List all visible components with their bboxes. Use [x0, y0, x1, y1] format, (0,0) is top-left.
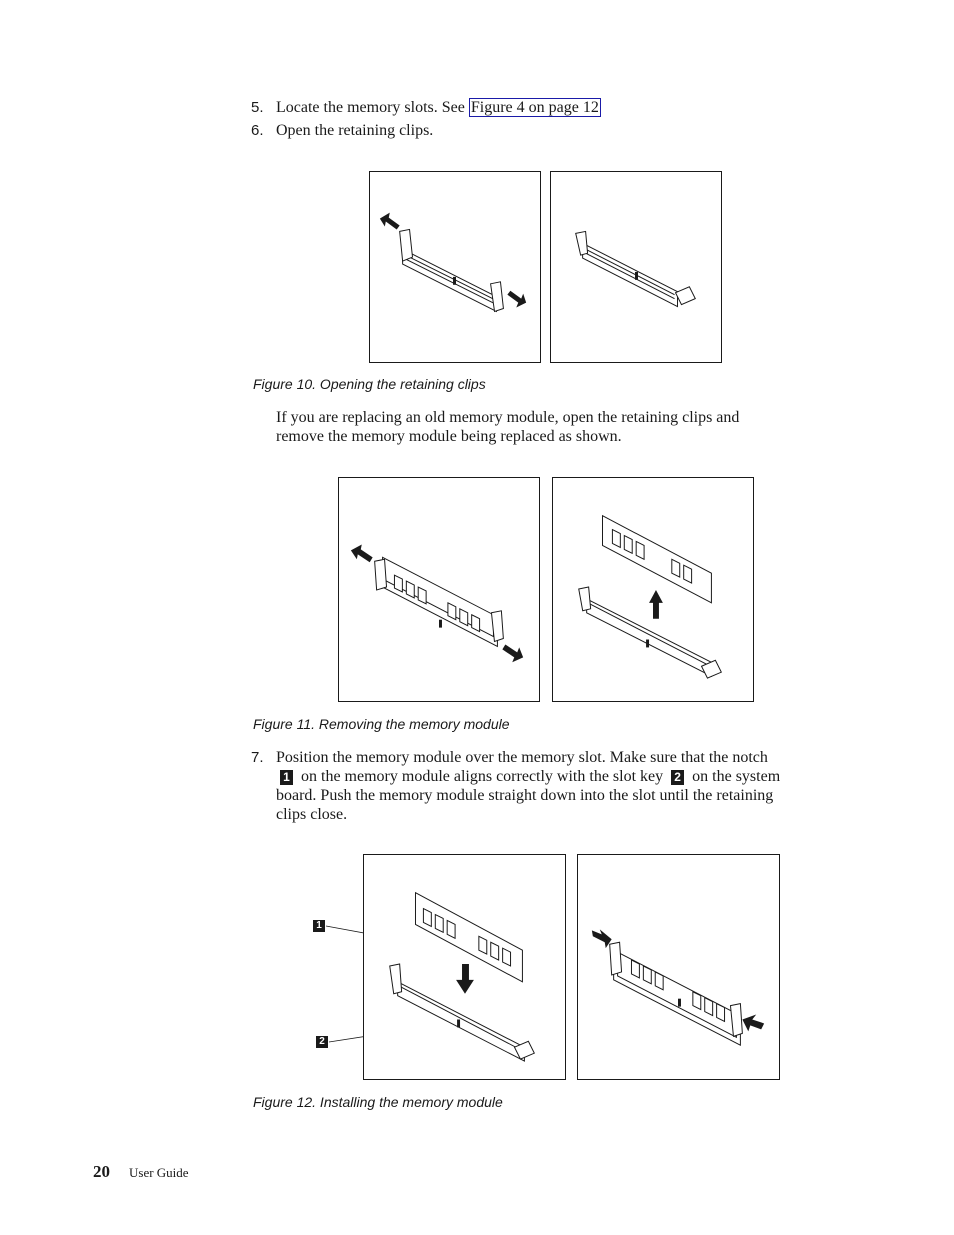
step-7-line-2	[276, 767, 856, 786]
figure-10-panel-clips-opened	[550, 171, 722, 363]
step-5	[251, 98, 601, 117]
release-module-illustration	[339, 478, 539, 701]
callout-2-slot-key: 2	[316, 1036, 328, 1048]
insert-module-illustration	[578, 855, 779, 1079]
paragraph-line: If you are replacing an old memory module, open the retaining clips and	[276, 409, 740, 426]
step-text: Position the memory module over the memory slot. Make sure that the notch	[276, 749, 768, 766]
step-6	[251, 121, 433, 140]
figure-12-panel-insert-module	[577, 854, 780, 1080]
step-text: Open the retaining clips.	[276, 122, 434, 139]
replace-module-paragraph	[276, 408, 846, 446]
step-7-continuation	[276, 767, 856, 824]
figure-11-caption: Figure 11. Removing the memory module	[253, 716, 510, 732]
lift-module-illustration	[553, 478, 753, 701]
figure-10-caption: Figure 10. Opening the retaining clips	[253, 376, 486, 392]
figure-12-panel-align-module	[363, 854, 566, 1080]
figure-11-panel-release-module	[338, 477, 540, 702]
figure-11-panel-lift-module	[552, 477, 754, 702]
step-text: on the memory module aligns correctly with the slot key	[301, 768, 664, 785]
open-clips-illustration	[370, 172, 540, 362]
step-number: 5.	[251, 99, 264, 116]
figure-10-panel-open-clips	[369, 171, 541, 363]
step-text: Locate the memory slots. See	[276, 99, 469, 116]
footer-label: User Guide	[129, 1165, 189, 1180]
paragraph-line: remove the memory module being replaced as shown.	[276, 428, 622, 445]
step-7	[251, 748, 768, 767]
callout-badge-2: 2	[671, 770, 684, 785]
callout-badge-1: 1	[280, 770, 293, 785]
align-module-illustration	[364, 855, 565, 1079]
callout-1-notch: 1	[313, 920, 325, 932]
figure-12-caption: Figure 12. Installing the memory module	[253, 1094, 503, 1110]
figure-4-link[interactable]: Figure 4 on page 12	[470, 99, 599, 116]
step-7-line-3: board. Push the memory module straight down into the slot until the retaining	[276, 787, 774, 804]
opened-clips-illustration	[551, 172, 721, 362]
step-7-line-4: clips close.	[276, 806, 348, 823]
step-number: 7.	[251, 749, 264, 766]
step-text: on the system	[692, 768, 781, 785]
page-number: 20	[93, 1162, 110, 1181]
step-number: 6.	[251, 122, 264, 139]
